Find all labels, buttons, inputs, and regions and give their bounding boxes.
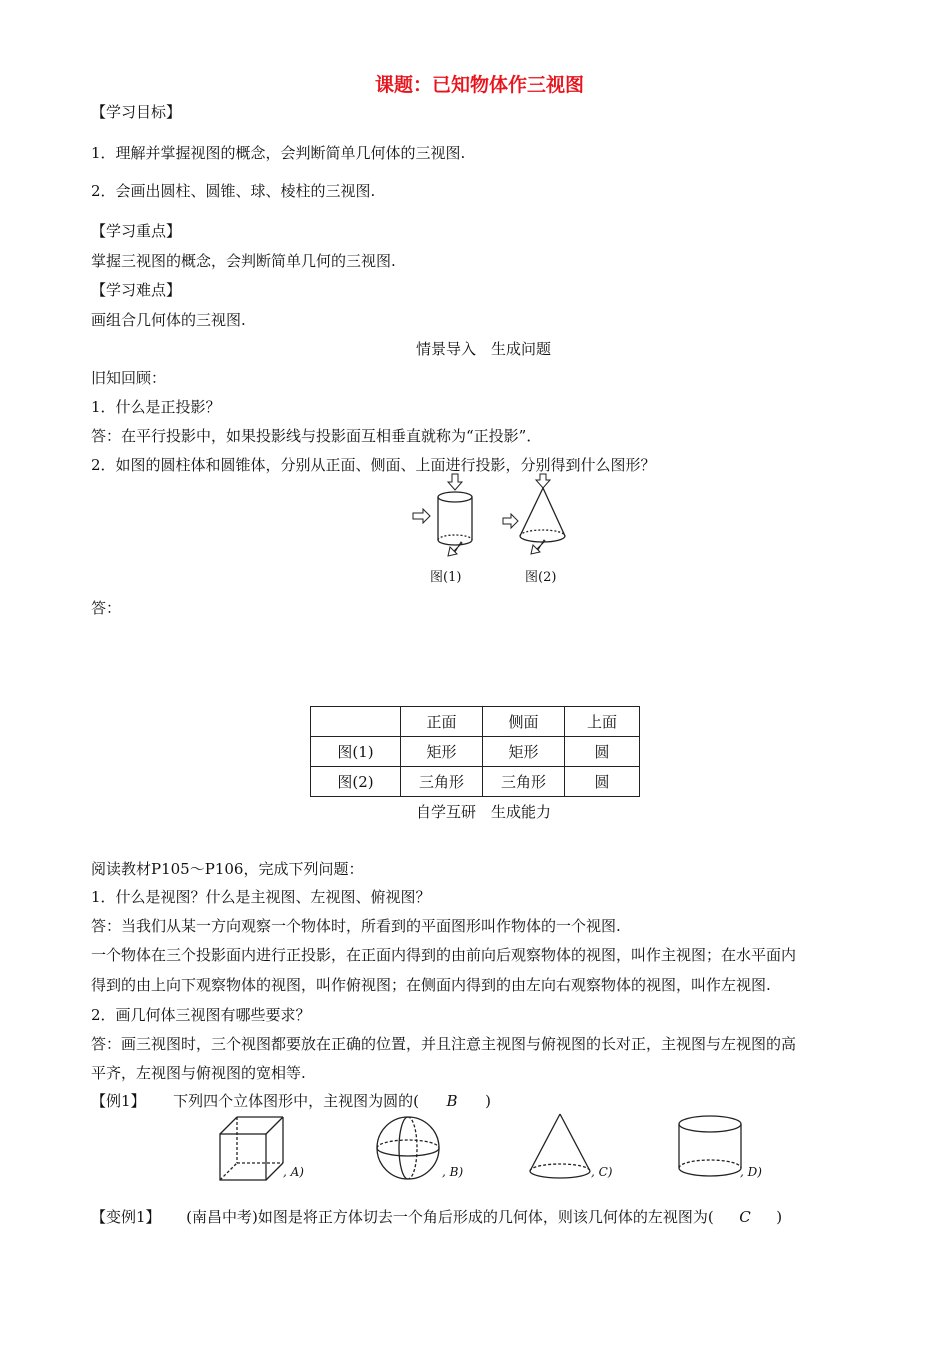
answer-label: 答： (91, 599, 122, 617)
option-d-label: , D) (740, 1165, 762, 1179)
table-cell: 三角形 (401, 767, 483, 797)
difficulty-heading: 【学习难点】 (91, 281, 182, 299)
option-a-label: , A) (283, 1165, 304, 1179)
goal-item-1: 1．理解并掌握视图的概念，会判断简单几何体的三视图. (91, 144, 466, 162)
reading-question-1: 1．什么是视图？什么是主视图、左视图、俯视图？ (91, 888, 431, 906)
table-header-cell: 侧面 (483, 707, 565, 737)
review-answer-1: 答：在平行投影中，如果投影线与投影面互相垂直就称为“正投影”． (91, 427, 542, 445)
example-1-question (91, 1090, 491, 1111)
figure-label-2: 图(2) (525, 570, 557, 585)
section-heading-1: 情景导入 生成问题 (416, 340, 552, 358)
table-row (311, 767, 640, 797)
section-heading-2: 自学互研 生成能力 (416, 803, 552, 821)
table-header-cell: 正面 (401, 707, 483, 737)
figure-label-1: 图(1) (430, 570, 462, 585)
variant-1-question (91, 1206, 782, 1227)
example-1-answer: B (446, 1092, 458, 1110)
review-question-2: 2．如图的圆柱体和圆锥体，分别从正面、侧面、上面进行投影，分别得到什么图形？ (91, 456, 656, 474)
table-cell: 三角形 (483, 767, 565, 797)
option-b-label: , B) (442, 1165, 464, 1179)
reading-intro: 阅读教材P105～P106，完成下列问题： (91, 860, 364, 878)
reading-answer-1b-line-2: 得到的由上向下观察物体的视图，叫作俯视图；在侧面内得到的由左向右观察物体的视图，叫作左视图. (91, 976, 771, 994)
focus-heading: 【学习重点】 (91, 222, 182, 240)
variant-1-answer: C (739, 1208, 751, 1226)
focus-text: 掌握三视图的概念，会判断简单几何的三视图. (91, 252, 396, 270)
review-question-1: 1．什么是正投影？ (91, 398, 221, 416)
example-1-close: ) (485, 1092, 491, 1110)
reading-answer-2-line-1: 答：画三视图时，三个视图都要放在正确的位置，并且注意主视图与俯视图的长对正，主视图与左视图的高 (91, 1035, 797, 1053)
sphere-icon (372, 1112, 448, 1184)
page-title: 课题：已知物体作三视图 (375, 74, 585, 96)
cone-icon (522, 1110, 598, 1182)
variant-1-close: ) (776, 1208, 783, 1226)
review-heading: 旧知回顾： (91, 369, 167, 387)
table-cell (311, 707, 401, 737)
projection-table (310, 706, 640, 797)
variant-1-label: 【变例1】 (91, 1208, 161, 1226)
goal-item-2: 2．会画出圆柱、圆锥、球、棱柱的三视图. (91, 182, 376, 200)
table-row (311, 707, 640, 737)
table-row (311, 737, 640, 767)
cone-icon (520, 488, 565, 542)
variant-1-text: (南昌中考)如图是将正方体切去一个角后形成的几何体，则该几何体的左视图为( (186, 1208, 714, 1226)
table-cell: 矩形 (401, 737, 483, 767)
table-cell: 圆 (565, 767, 640, 797)
reading-question-2: 2．画几何体三视图有哪些要求？ (91, 1006, 311, 1024)
table-cell: 圆 (565, 737, 640, 767)
goals-heading: 【学习目标】 (91, 103, 182, 121)
reading-answer-1: 答：当我们从某一方向观察一个物体时，所看到的平面图形叫作物体的一个视图. (91, 917, 621, 935)
reading-answer-1b-line-1: 一个物体在三个投影面内进行正投影，在正面内得到的由前向后观察物体的视图，叫作主视图；在水平面内 (91, 946, 797, 964)
reading-answer-2-line-2: 平齐，左视图与俯视图的宽相等. (91, 1064, 306, 1082)
example-1-label: 【例1】 (91, 1092, 146, 1110)
difficulty-text: 画组合几何体的三视图. (91, 311, 246, 329)
example-1-text: 下列四个立体图形中，主视图为圆的( (173, 1092, 419, 1110)
option-c-label: , C) (591, 1165, 613, 1179)
cylinder-icon (438, 492, 472, 545)
table-cell: 图(1) (311, 737, 401, 767)
table-header-cell: 上面 (565, 707, 640, 737)
table-cell: 图(2) (311, 767, 401, 797)
table-cell: 矩形 (483, 737, 565, 767)
